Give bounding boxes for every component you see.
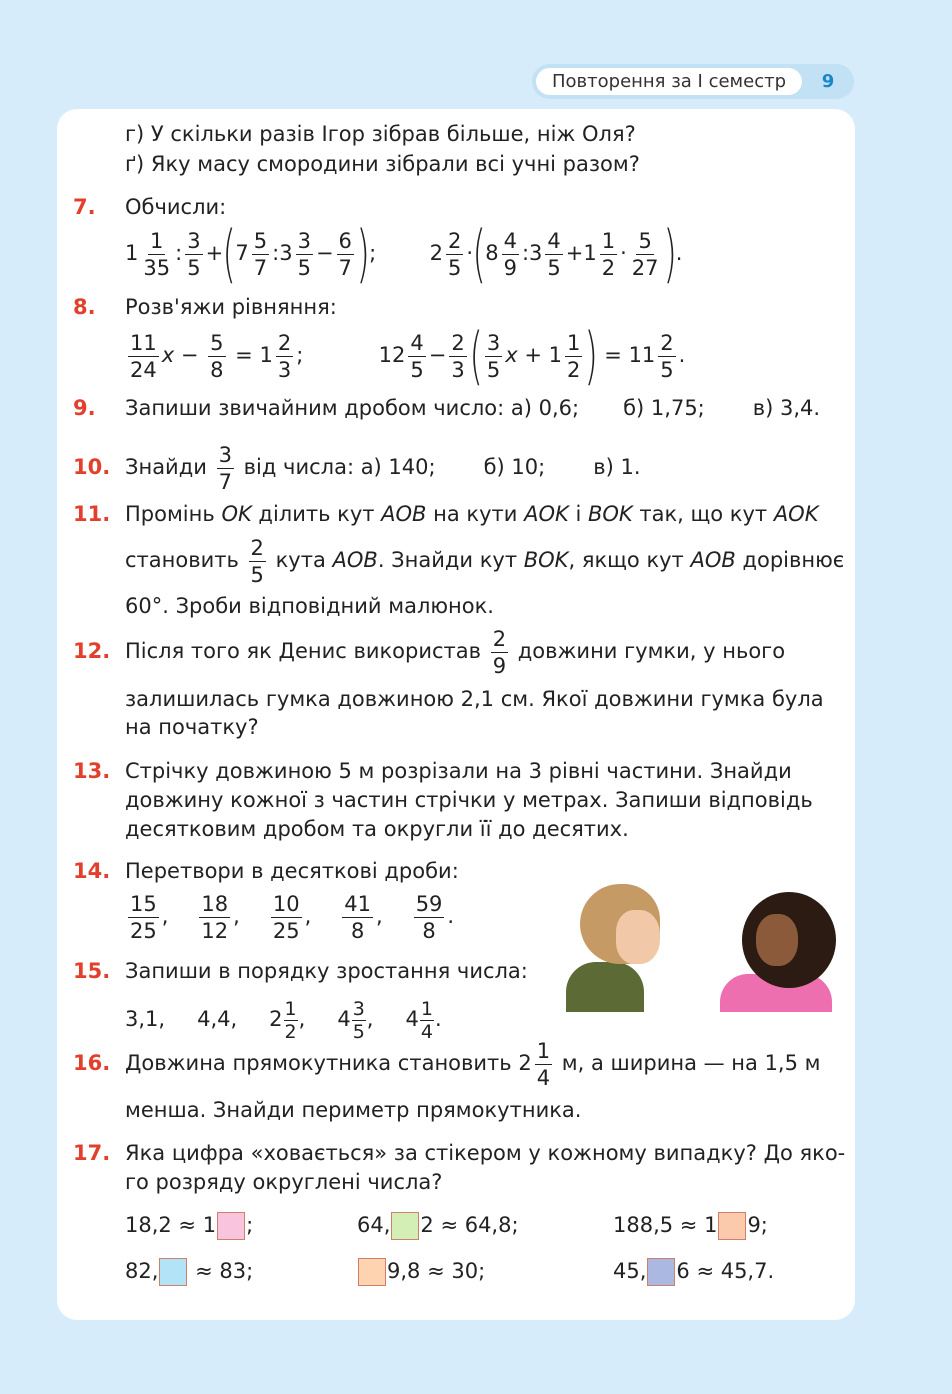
task13-number: 13. <box>73 759 111 783</box>
task7-expressions: 1 $\frac{1}{35}$ : $\frac{3}{5}$ +(7 $\frac{5}{7}$ :3 $\frac{3}{5}$ − $\frac{6}{7}$ ); 2 $\frac{2}{5}$ ·(8 $\frac{4}{9}$ :3 $\frac{4}{5}$ +1 $\frac{1}{2}$ · $\frac{5}{27}$ ). <box>125 217 683 290</box>
task17-line1: Яка цифра «ховається» за стікером у кожному випадку? До яко- <box>125 1141 846 1165</box>
task17-r2-a: 82, ≈ 83; <box>125 1257 253 1286</box>
task13-line1: Стрічку довжиною 5 м розрізали на 3 рівні частини. Знайди <box>125 759 792 783</box>
children-photo <box>566 880 836 1012</box>
task12-number: 12. <box>73 639 111 663</box>
task17-r1-c: 188,5 ≈ 1 9; <box>613 1211 768 1240</box>
task14-text: Перетвори в десяткові дроби: <box>125 859 459 883</box>
task17-r2-c: 45, 6 ≈ 45,7. <box>613 1257 774 1286</box>
task12-line3: на початку? <box>125 715 259 739</box>
task10-number: 10. <box>73 455 111 479</box>
task13-line2: довжину кожної з частин стрічки у метрах. Запиши відповідь <box>125 788 813 812</box>
task11-number: 11. <box>73 502 111 526</box>
task17-r2-b: 9,8 ≈ 30; <box>357 1257 485 1286</box>
task15-text: Запиши в порядку зростання числа: <box>125 959 528 983</box>
task13-line3: десятковим дробом та округли її до десятих. <box>125 817 629 841</box>
task10-frac-num: 3 <box>218 442 232 467</box>
task10-b: б) 10; <box>483 455 546 479</box>
boy-figure <box>566 962 644 1012</box>
task10-line <box>125 438 641 496</box>
task7-text: Обчисли: <box>125 195 227 219</box>
task10-mid: від числа: а) 140; <box>243 455 436 479</box>
task17-number: 17. <box>73 1141 111 1165</box>
sticker-blue <box>159 1258 187 1286</box>
task11-line1: Промінь OK ділить кут AOB на кути AOK і BOK так, що кут AOK <box>125 502 819 526</box>
task8-equations: $\frac{11}{24}$ x − $\frac{5}{8}$ = 1 $\frac{2}{3}$ ; 12 $\frac{4}{5}$ − $\frac{2}{3}$ ( $\frac{3}{5}$ x + 1 $\frac{1}{2}$ ) = 11 $\frac{2}{5}$ . <box>130 319 686 392</box>
task10-c: в) 1. <box>593 455 641 479</box>
task16-line1: Довжина прямокутника становить 2 $\frac{1}{4}$ м, а ширина — на 1,5 м <box>125 1038 821 1090</box>
task17-line2: го розряду округлені числа? <box>125 1170 443 1194</box>
task8-number: 8. <box>73 295 96 319</box>
task11-line2: становить $\frac{2}{5}$ кута AOB. Знайди кут BOK, якщо кут AOB дорівнює <box>125 535 845 587</box>
task9-line <box>125 394 820 422</box>
task17-r1-a: 18,2 ≈ 1 ; <box>125 1211 253 1240</box>
task14-fractions: $\frac{15}{25}$ , $\frac{18}{12}$ , $\frac{10}{25}$ , $\frac{41}{8}$ , $\frac{59}{8}$ . <box>130 891 455 943</box>
task8-text: Розв'яжи рівняння: <box>125 295 337 319</box>
task9-text: Запиши звичайним дробом число: а) 0,6; <box>125 396 580 420</box>
page-number: 9 <box>821 71 835 92</box>
task12-line2: залишилась гумка довжиною 2,1 см. Якої довжини гумка була <box>125 687 824 711</box>
task11-line3: 60°. Зроби відповідний малюнок. <box>125 594 494 618</box>
task9-number: 9. <box>73 396 96 420</box>
task9-c: в) 3,4. <box>752 396 821 420</box>
page-header <box>532 64 854 99</box>
section-title: Повторення за І семестр <box>536 68 802 95</box>
task10-frac-den: 7 <box>218 469 232 494</box>
sticker-salmon <box>718 1212 746 1240</box>
sticker-lavender <box>647 1258 675 1286</box>
task14-number: 14. <box>73 859 111 883</box>
sticker-pink <box>217 1212 245 1240</box>
task6-g2: ґ) Яку масу смородини зібрали всі учні разом? <box>125 152 640 176</box>
task7-number: 7. <box>73 195 96 219</box>
task15-numbers: 3,1, 4,4, 2 $\frac{1}{2}$ , 4 $\frac{3}{5}$ , 4 $\frac{1}{4}$ . <box>125 997 442 1043</box>
task9-b: б) 1,75; <box>623 396 705 420</box>
task6-g: г) У скільки разів Ігор зібрав більше, ніж Оля? <box>125 122 636 146</box>
sticker-green <box>391 1212 419 1240</box>
task10-pre: Знайди <box>125 455 207 479</box>
task12-line1: Після того як Денис використав $\frac{2}{9}$ довжини гумки, у нього <box>125 626 786 678</box>
task15-number: 15. <box>73 959 111 983</box>
task16-number: 16. <box>73 1051 111 1075</box>
task16-line2: менша. Знайди периметр прямокутника. <box>125 1098 582 1122</box>
sticker-peach <box>358 1258 386 1286</box>
task17-r1-b: 64, 2 ≈ 64,8; <box>357 1211 519 1240</box>
